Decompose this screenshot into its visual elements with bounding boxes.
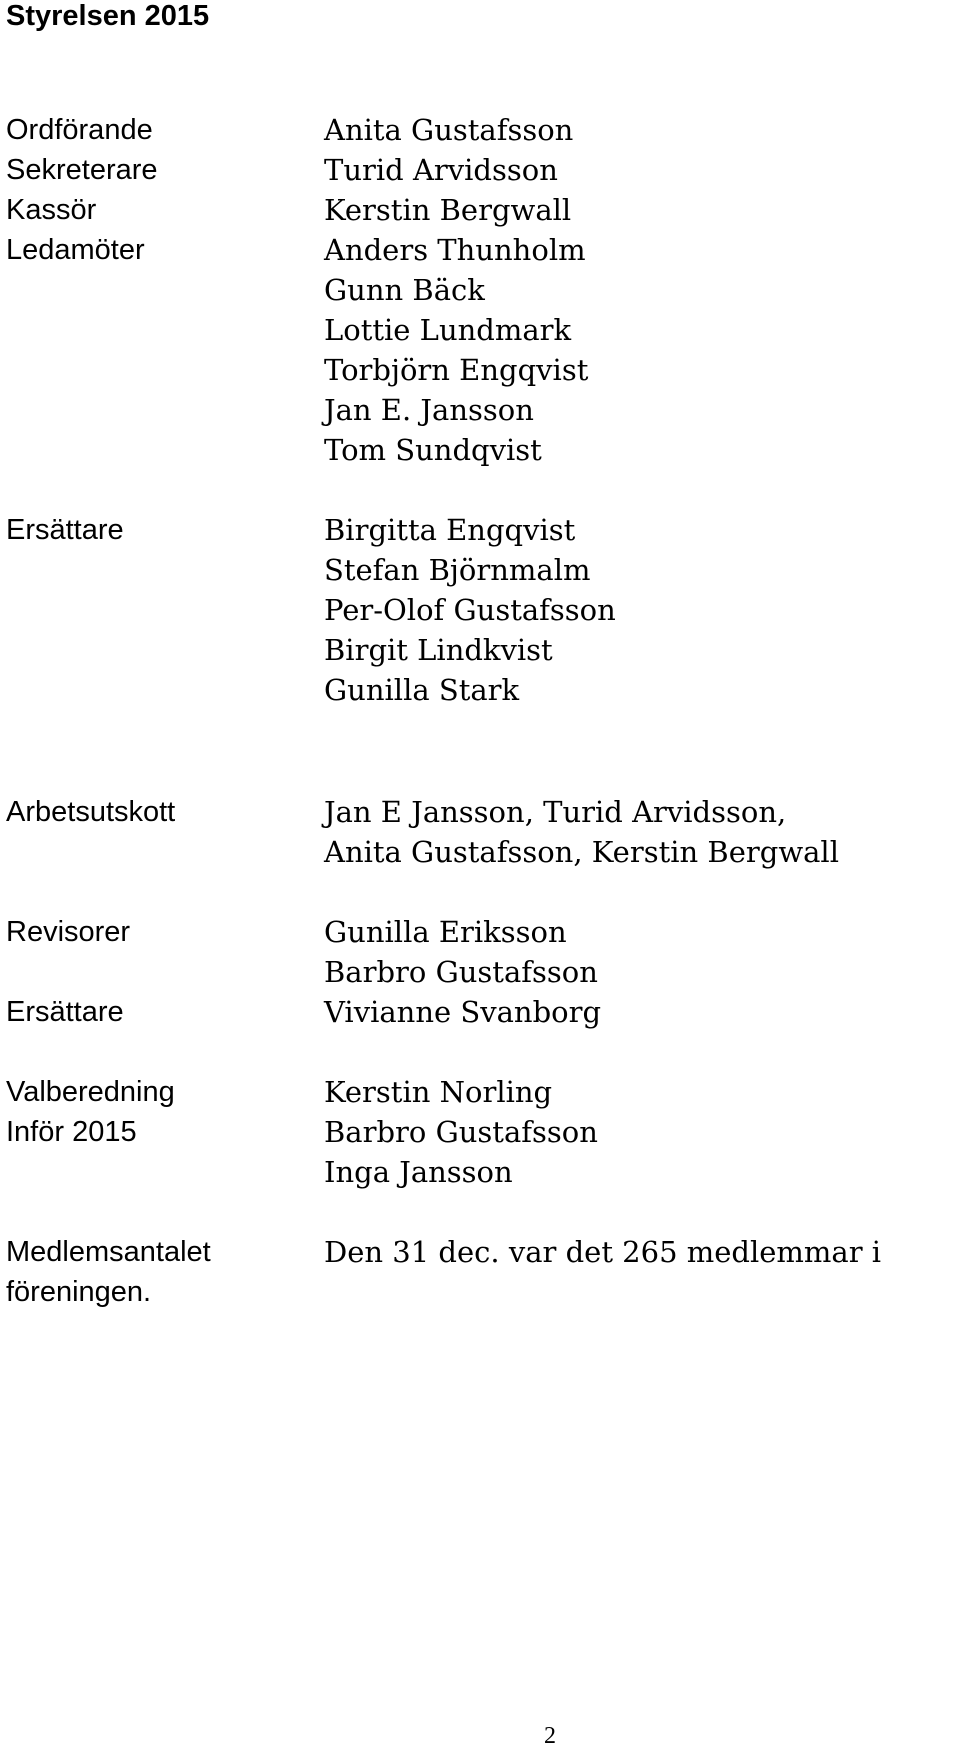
name-ersattare: Birgitta Engqvist: [324, 513, 576, 547]
label-revisor-ersattare: Ersättare: [6, 996, 124, 1028]
name-valberedning: Kerstin Norling: [324, 1075, 553, 1109]
arbetsutskott-line: Anita Gustafsson, Kerstin Bergwall: [324, 835, 839, 869]
name-ledamot: Tom Sundqvist: [324, 433, 542, 467]
name-revisor: Gunilla Eriksson: [324, 915, 567, 949]
name-ledamot: Gunn Bäck: [324, 273, 485, 307]
medlemsantal-text: Den 31 dec. var det 265 medlemmar i: [324, 1235, 882, 1269]
label-ersattare: Ersättare: [6, 514, 124, 546]
name-sekreterare: Turid Arvidsson: [324, 153, 558, 187]
page-title: Styrelsen 2015: [6, 0, 210, 32]
label-ledamoter: Ledamöter: [6, 234, 145, 266]
name-ersattare: Per-Olof Gustafsson: [324, 593, 616, 627]
label-valberedning: Valberedning: [6, 1076, 175, 1108]
name-ledamot: Anders Thunholm: [324, 233, 586, 267]
name-ledamot: Torbjörn Engqvist: [324, 353, 589, 387]
name-ledamot: Jan E. Jansson: [324, 393, 534, 427]
name-kassor: Kerstin Bergwall: [324, 193, 572, 227]
label-medlemsantal: Medlemsantalet: [6, 1236, 211, 1268]
name-valberedning: Inga Jansson: [324, 1155, 513, 1189]
label-revisorer: Revisorer: [6, 916, 131, 948]
name-ersattare: Birgit Lindkvist: [324, 633, 553, 667]
label-valberedning-infor: Inför 2015: [6, 1116, 137, 1148]
name-revisor: Barbro Gustafsson: [324, 955, 598, 989]
label-ordforande: Ordförande: [6, 114, 153, 146]
medlemsantal-continuation: föreningen.: [6, 1276, 152, 1308]
label-kassor: Kassör: [6, 194, 97, 226]
label-sekreterare: Sekreterare: [6, 154, 158, 186]
name-ordforande: Anita Gustafsson: [324, 113, 574, 147]
name-revisor-ersattare: Vivianne Svanborg: [324, 995, 602, 1029]
name-ledamot: Lottie Lundmark: [324, 313, 572, 347]
name-ersattare: Stefan Björnmalm: [324, 553, 591, 587]
arbetsutskott-line: Jan E Jansson, Turid Arvidsson,: [324, 795, 787, 829]
name-valberedning: Barbro Gustafsson: [324, 1115, 598, 1149]
page-number: 2: [544, 1723, 556, 1749]
label-arbetsutskott: Arbetsutskott: [6, 796, 176, 828]
name-ersattare: Gunilla Stark: [324, 673, 520, 707]
